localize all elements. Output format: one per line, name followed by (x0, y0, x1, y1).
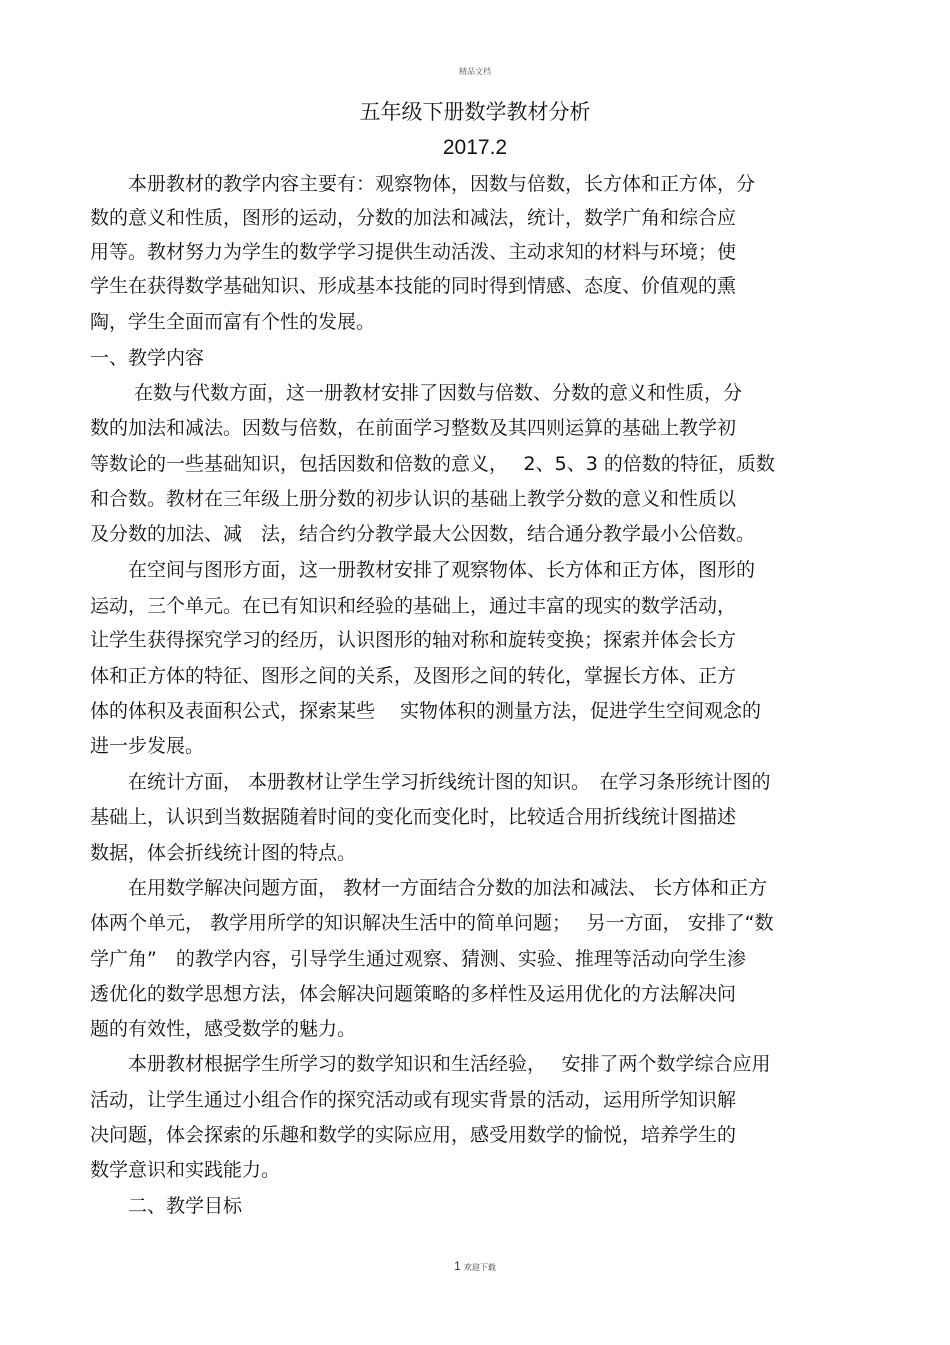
text-line: 体的体积及表面积公式，探索某些 实物体积的测量方法，促进学生空间观念的 (90, 700, 762, 722)
text-line: 在统计方面， 本册教材让学生学习折线统计图的知识。 在学习条形统计图的 (90, 771, 771, 793)
text-line: 用等。教材努力为学生的数学学习提供生动活泼、主动求知的材料与环境；使 (90, 241, 737, 263)
text-line: 活动，让学生通过小组合作的探究活动或有现实背景的活动，运用所学知识解 (90, 1089, 737, 1111)
text-line: 本册教材的教学内容主要有：观察物体，因数与倍数，长方体和正方体，分 (90, 173, 756, 195)
text-line: 在空间与图形方面，这一册教材安排了观察物体、长方体和正方体，图形的 (90, 559, 756, 581)
text-line: 学生在获得数学基础知识、形成基本技能的同时得到情感、态度、价值观的熏 (90, 275, 737, 297)
page-footer (0, 1259, 950, 1273)
text-line: 题的有效性，感受数学的魅力。 (90, 1018, 357, 1040)
text-line: 和合数。教材在三年级上册分数的初步认识的基础上教学分数的意义和性质以 (90, 488, 737, 510)
text-line: 本册教材根据学生所学习的数学知识和生活经验， 安排了两个数学综合应用 (90, 1053, 771, 1075)
document-date: 2017.2 (442, 136, 508, 159)
text-line: 等数论的一些基础知识，包括因数和倍数的意义， 2、5、3 的倍数的特征，质数 (90, 453, 775, 475)
text-line: 及分数的加法、减 法，结合约分教学最大公因数，结合通分教学最小公倍数。 (90, 523, 756, 545)
text-line: 决问题，体会探索的乐趣和数学的实际应用，感受用数学的愉悦，培养学生的 (90, 1124, 737, 1146)
text-line: 体两个单元， 教学用所学的知识解决生活中的简单问题； 另一方面， 安排了“数 (90, 912, 774, 934)
header-mark: 精品文档 (459, 67, 491, 76)
text-line: 进一步发展。 (90, 735, 205, 757)
section-heading: 二、教学目标 (90, 1195, 243, 1217)
text-line: 数的加法和减法。因数与倍数，在前面学习整数及其四则运算的基础上教学初 (90, 417, 737, 439)
text-line: 体和正方体的特征、图形之间的关系，及图形之间的转化，掌握长方体、正方 (90, 665, 737, 687)
text-line: 在用数学解决问题方面， 教材一方面结合分数的加法和减法、 长方体和正方 (90, 877, 768, 899)
text-line: 数学意识和实践能力。 (90, 1159, 281, 1181)
page-title: 五年级下册数学教材分析 (359, 100, 591, 124)
page-number: 1 (454, 1259, 461, 1273)
text-line: 透优化的数学思想方法，体会解决问题策略的多样性及运用优化的方法解决问 (90, 983, 737, 1005)
text-line: 数据，体会折线统计图的特点。 (90, 842, 357, 864)
text-line: 在数与代数方面，这一册教材安排了因数与倍数、分数的意义和性质，分 (90, 382, 743, 404)
text-line: 陶，学生全面而富有个性的发展。 (90, 311, 376, 333)
text-line: 学广角” 的教学内容，引导学生通过观察、猜测、实验、推理等活动向学生渗 (90, 948, 746, 970)
text-line: 让学生获得探究学习的经历，认识图形的轴对称和旋转变换；探索并体会长方 (90, 629, 737, 651)
text-line: 基础上，认识到当数据随着时间的变化而变化时，比较适合用折线统计图描述 (90, 806, 737, 828)
footer-text: 欢迎下载 (463, 1263, 496, 1272)
section-heading: 一、教学内容 (90, 347, 205, 369)
text-line: 运动，三个单元。在已有知识和经验的基础上，通过丰富的现实的数学活动， (90, 595, 737, 617)
text-line: 数的意义和性质，图形的运动，分数的加法和减法，统计，数学广角和综合应 (90, 207, 737, 229)
